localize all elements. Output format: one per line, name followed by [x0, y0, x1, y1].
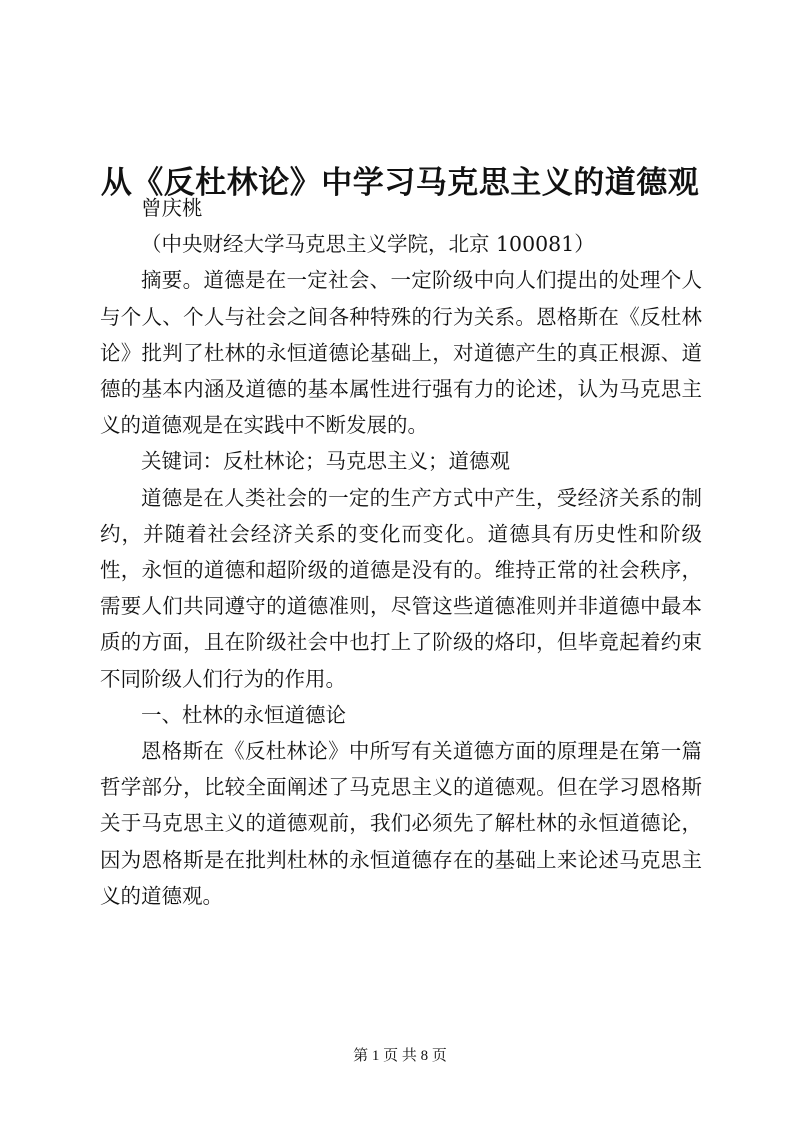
- abstract-paragraph: 摘要。道德是在一定社会、一定阶级中向人们提出的处理个人与个人、个人与社会之间各种特殊的行为关系。恩格斯在《反杜林论》批判了杜林的永恒道德论基础上，对道德产生的真正根源、道德的基本内涵及道德的基本属性进行强有力的论述，认为马克思主义的道德观是在实践中不断发展的。: [100, 268, 702, 438]
- page-footer: 第 1 页 共 8 页: [353, 1048, 447, 1064]
- intro-paragraph: 道德是在人类社会的一定的生产方式中产生，受经济关系的制约，并随着社会经济关系的变化而变化。道德具有历史性和阶级性，永恒的道德和超阶级的道德是没有的。维持正常的社会秩序，需要人们共同遵守的道德准则，尽管这些道德准则并非道德中最本质的方面，且在阶级社会中也打上了阶级的烙印，但毕竟起着约束不同阶级人们行为的作用。: [100, 485, 702, 691]
- section-heading: 一、杜林的永恒道德论: [141, 702, 346, 727]
- keywords-line: 关键词：反杜林论；马克思主义；道德观: [141, 449, 510, 474]
- document-body: [100, 190, 702, 914]
- author-affiliation: （中央财经大学马克思主义学院，北京 100081）: [141, 232, 595, 257]
- document-title: 从《反杜林论》中学习马克思主义的道德观: [100, 164, 700, 201]
- section-paragraph: 恩格斯在《反杜林论》中所写有关道德方面的原理是在第一篇哲学部分，比较全面阐述了马克思主义的道德观。但在学习恩格斯关于马克思主义的道德观前，我们必须先了解杜林的永恒道德论，因为恩格斯是在批判杜林的永恒道德存在的基础上来论述马克思主义的道德观。: [100, 739, 702, 908]
- author-name: 曾庆桃: [141, 196, 203, 220]
